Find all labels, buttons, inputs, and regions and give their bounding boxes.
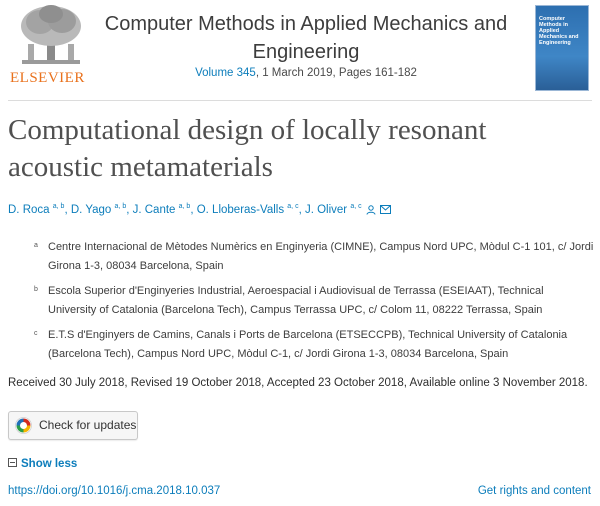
journal-cover-thumbnail[interactable] (535, 5, 589, 91)
get-rights-link[interactable]: Get rights and content (477, 485, 591, 497)
journal-issue-info (96, 67, 516, 79)
affiliation-text: Escola Superior d'Enginyeries Industrial, Aeroespacial i Audiovisual de Terrassa (ESEIAAT), Technical University of Catalonia (Barcelona Tech), Campus Terrassa UPC, c/ Colom 11, 08222 Terrassa, Spain (48, 285, 544, 316)
elsevier-logo[interactable] (6, 4, 86, 88)
author-link[interactable]: J. Cante $^{a, b}$ (132, 203, 191, 216)
show-less-label: Show less (21, 458, 78, 470)
article-history-dates: Received 30 July 2018, Revised 19 October 2018, Accepted 23 October 2018, Available online 3 November 2018. (8, 377, 588, 389)
affiliation-item (34, 282, 594, 320)
collapse-icon (8, 458, 17, 467)
author-link[interactable]: O. Lloberas-Valls $^{a, c}$ (196, 203, 299, 216)
article-title: Computational design of locally resonant acoustic metamaterials (8, 114, 487, 183)
volume-link[interactable]: Volume 345 (195, 67, 256, 79)
person-icon[interactable] (366, 205, 376, 215)
header-divider (8, 100, 592, 101)
journal-header (0, 0, 600, 96)
affiliation-item (34, 238, 594, 276)
elsevier-wordmark: ELSEVIER (10, 70, 85, 86)
show-less-toggle[interactable] (8, 458, 77, 470)
check-for-updates-label: Check for updates (39, 418, 137, 432)
affiliation-text: E.T.S d'Enginyers de Camins, Canals i Ports de Barcelona (ETSECCPB), Technical University of Catalonia (Barcelona Tech), Campus Nord UPC, Mòdul C-1, c/ Jordi Girona 1-3, 08034 Barcelona, Spain (48, 329, 568, 360)
affiliation-label: c (34, 330, 38, 337)
doi-link[interactable]: https://doi.org/10.1016/j.cma.2018.10.037 (8, 485, 221, 497)
cover-title: Computer Methods in Applied Mechanics and Engineering (539, 16, 579, 46)
journal-title[interactable]: Computer Methods in Applied Mechanics and Engineering (104, 13, 508, 63)
affiliation-item (34, 326, 594, 364)
check-updates-icon (15, 417, 32, 434)
check-for-updates-button[interactable] (8, 411, 138, 440)
envelope-icon[interactable] (380, 205, 391, 214)
author-link[interactable]: D. Yago $^{a, b}$ (70, 203, 127, 216)
author-list: D. Roca $^{a, b}$, D. Yago $^{a, b}$, J. Cante $^{a, b}$, O. Lloberas-Valls $^{a, c}$, J. Oliver $^{a, c}$ (8, 203, 391, 216)
affiliation-text: Centre Internacional de Mètodes Numèrics en Enginyeria (CIMNE), Campus Nord UPC, Mòdul C-1 101, c/ Jordi Girona 1-3, 08034 Barcelona, Spain (48, 241, 594, 272)
author-link[interactable]: D. Roca $^{a, b}$ (8, 203, 65, 216)
elsevier-tree-icon (16, 4, 86, 66)
affiliation-label: b (34, 286, 38, 293)
issue-date-pages: , 1 March 2019, Pages 161-182 (255, 67, 417, 79)
affiliation-label: a (34, 242, 38, 249)
author-link[interactable]: J. Oliver $^{a, c}$ (304, 203, 362, 216)
affiliations (34, 238, 594, 370)
